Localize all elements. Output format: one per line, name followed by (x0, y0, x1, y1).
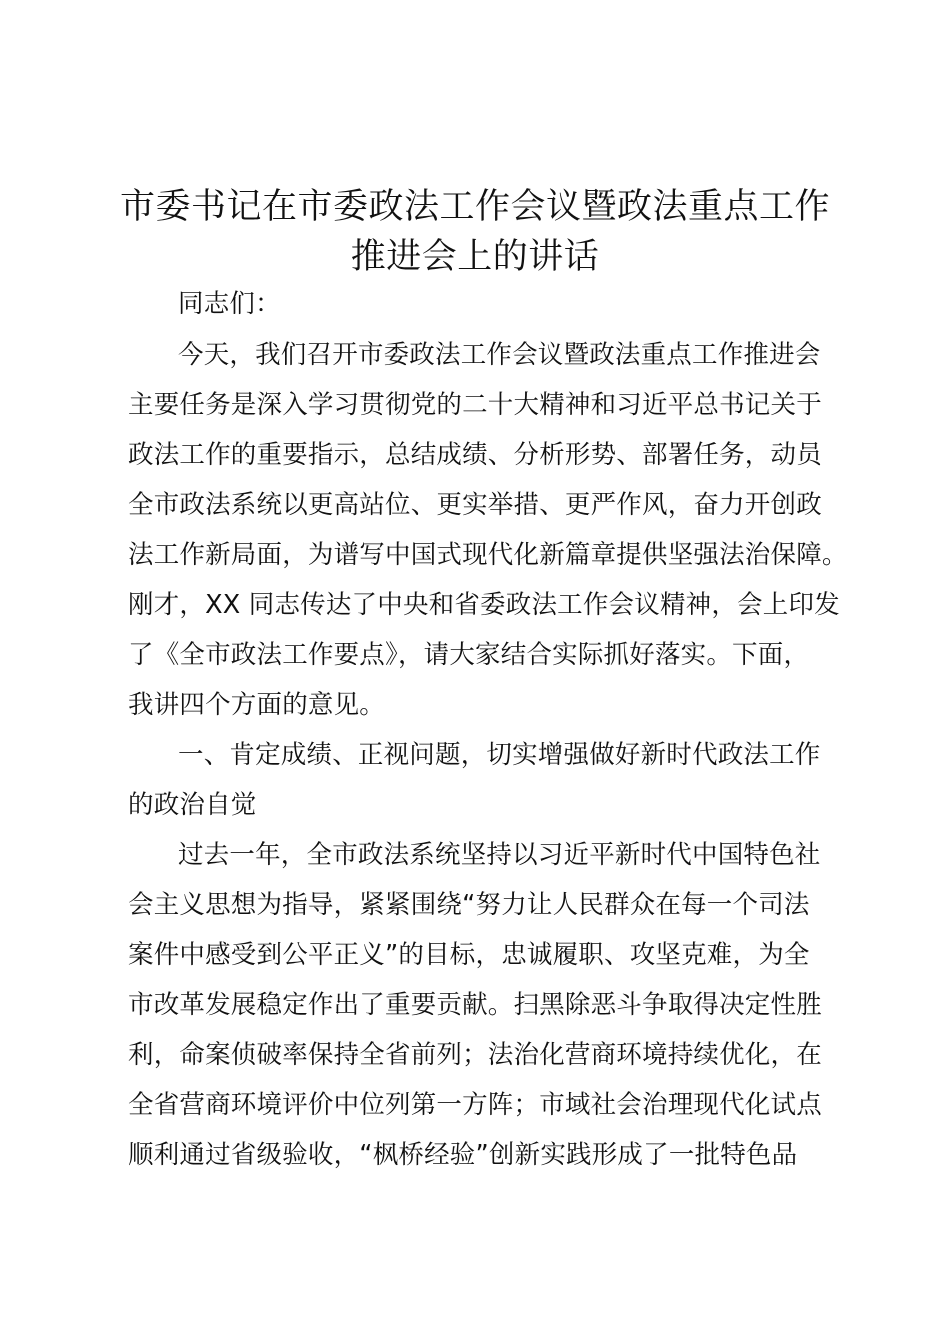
section-heading-line: 一、肯定成绩、正视问题，切实增强做好新时代政法工作 (178, 740, 821, 770)
body-line: 会主义思想为指导，紧紧围绕“努力让人民群众在每一个司法 (128, 890, 810, 920)
body-line: 法工作新局面，为谱写中国式现代化新篇章提供坚强法治保障。 (128, 540, 848, 570)
body-line: 案件中感受到公平正义”的目标，忠诚履职、攻坚克难，为全 (128, 940, 810, 970)
body-line: 刚才，XX 同志传达了中央和省委政法工作会议精神，会上印发 (128, 590, 840, 620)
body-line: 了《全市政法工作要点》，请大家结合实际抓好落实。下面， (128, 640, 810, 670)
body-line: 过去一年，全市政法系统坚持以习近平新时代中国特色社 (178, 840, 821, 870)
body-line: 今天，我们召开市委政法工作会议暨政法重点工作推进会 (178, 340, 821, 370)
body-line: 市改革发展稳定作出了重要贡献。扫黑除恶斗争取得决定性胜 (128, 990, 822, 1020)
document-title-line-1: 市委书记在市委政法工作会议暨政法重点工作 (119, 187, 830, 227)
section-heading-line: 的政治自觉 (128, 790, 257, 820)
body-line: 利，命案侦破率保持全省前列；法治化营商环境持续优化，在 (128, 1040, 822, 1070)
body-line: 顺利通过省级验收，“枫桥经验”创新实践形成了一批特色品 (128, 1140, 798, 1170)
document-title-line-2: 推进会上的讲话 (350, 237, 600, 277)
salutation: 同志们： (178, 289, 281, 319)
body-line: 主要任务是深入学习贯彻党的二十大精神和习近平总书记关于 (128, 390, 822, 420)
body-line: 全省营商环境评价中位列第一方阵；市域社会治理现代化试点 (128, 1090, 822, 1120)
body-line: 政法工作的重要指示，总结成绩、分析形势、部署任务，动员 (128, 440, 822, 470)
body-line: 全市政法系统以更高站位、更实举措、更严作风，奋力开创政 (128, 490, 822, 520)
body-line: 我讲四个方面的意见。 (128, 690, 386, 720)
